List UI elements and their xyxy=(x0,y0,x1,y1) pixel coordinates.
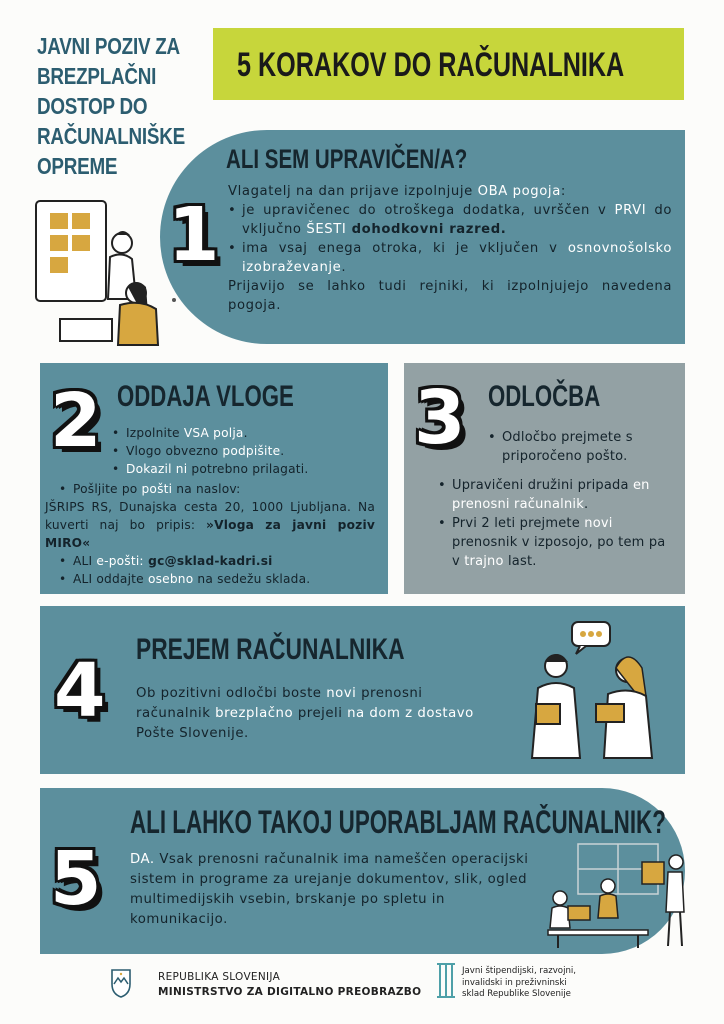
side-title-line: OPREME xyxy=(37,153,118,179)
puzzle-illustration xyxy=(30,195,170,355)
dot-decoration xyxy=(172,298,176,302)
step5-body: DA. Vsak prenosni računalnik ima nameščen operacijski sistem in programe za urejanje dokumentov, slik, ogled multimedijskih vsebin, brskanje po spletu in komunikacijo. xyxy=(130,852,529,927)
step5-number: 5 xyxy=(50,836,102,922)
two-people-illustration xyxy=(520,618,670,768)
list-item: • ALI oddajte osebno na sedežu sklada. xyxy=(59,570,375,588)
fund-logo-icon xyxy=(436,962,456,1000)
side-title-line: DOSTOP DO xyxy=(37,93,148,119)
ministry-label: REPUBLIKA SLOVENIJA MINISTRSTVO ZA DIGITALNO PREOBRAZBO xyxy=(158,971,422,998)
list-item: • Izpolnite VSA polja. xyxy=(112,424,375,442)
list-item: • Pošljite po pošti na naslov: xyxy=(59,480,375,498)
list-item: • ALI e-pošti: gc@sklad-kadri.si xyxy=(59,552,375,570)
step1-number: 1 xyxy=(168,192,220,278)
banner xyxy=(213,28,684,100)
step3-body xyxy=(438,428,674,571)
list-item: • Upravičeni družini pripada en prenosni računalnik. xyxy=(438,476,674,514)
step1-title: ALI SEM UPRAVIČEN/A? xyxy=(226,144,468,174)
step2-number: 2 xyxy=(50,378,102,464)
list-item: • je upravičenec do otroškega dodatka, uvrščen v PRVI do vključno ŠESTI dohodkovni razred. xyxy=(228,201,672,239)
list-item: • Vlogo obvezno podpišite. xyxy=(112,442,375,460)
side-title xyxy=(37,31,217,181)
banner-title: 5 KORAKOV DO RAČUNALNIKA xyxy=(237,46,625,84)
list-item: • Prvi 2 leti prejmete novi prenosnik v izposojo, po tem pa v trajno last. xyxy=(438,514,674,571)
side-title-line: BREZPLAČNI xyxy=(37,63,157,89)
step1-body: Vlagatelj na dan prijave izpolnjuje OBA pogoja: • je upravičenec do otroškega dodatka, uvrščen v PRVI do vključno ŠESTI dohodkovni razred. • ima vsaj enega otroka, ki je vključen v osnovnošolsko izobraževanje. Prijavijo se lahko tudi rejniki, ki izpolnjujejo navedena pogoja. xyxy=(228,182,672,315)
step5-title: ALI LAHKO TAKOJ UPORABLJAM RAČUNALNIK? xyxy=(130,804,666,840)
step2-title: ODDAJA VLOGE xyxy=(117,380,294,413)
step2-body: • Izpolnite VSA polja. • Vlogo obvezno podpišite. • Dokazil ni potrebno prilagati. • Pošljite po pošti na naslov: JŠRIPS RS, Dunajska cesta 20, 1000 Ljubljana. Na kuverti naj bo pripis: »Vloga za javni poziv MIRO« • ALI e-pošti: gc@sklad-kadri.si • ALI oddajte osebno na sedežu sklada. xyxy=(45,424,375,588)
step4-number: 4 xyxy=(54,648,106,734)
step3-number: 3 xyxy=(414,375,466,461)
step4-title: PREJEM RAČUNALNIKA xyxy=(136,633,405,666)
side-title-line: JAVNI POZIV ZA xyxy=(37,33,180,59)
list-item: • Dokazil ni potrebno prilagati. xyxy=(112,460,375,478)
step4-body: Ob pozitivni odločbi boste novi prenosni računalnik brezplačno prejeli na dom z dostavo Pošte Slovenije. xyxy=(136,686,474,741)
fund-label: Javni štipendijski, razvojni, invalidski in preživninski sklad Republike Slovenije xyxy=(462,966,577,999)
side-title-line: RAČUNALNIŠKE xyxy=(37,123,185,149)
list-item: • ima vsaj enega otroka, ki je vključen v osnovnošolsko izobraževanje. xyxy=(228,239,672,277)
team-illustration xyxy=(538,840,688,950)
slovenia-coat-of-arms-icon xyxy=(110,968,132,998)
list-item: • Odločbo prejmete s priporočeno pošto. xyxy=(488,428,674,466)
step3-title: ODLOČBA xyxy=(488,380,601,413)
